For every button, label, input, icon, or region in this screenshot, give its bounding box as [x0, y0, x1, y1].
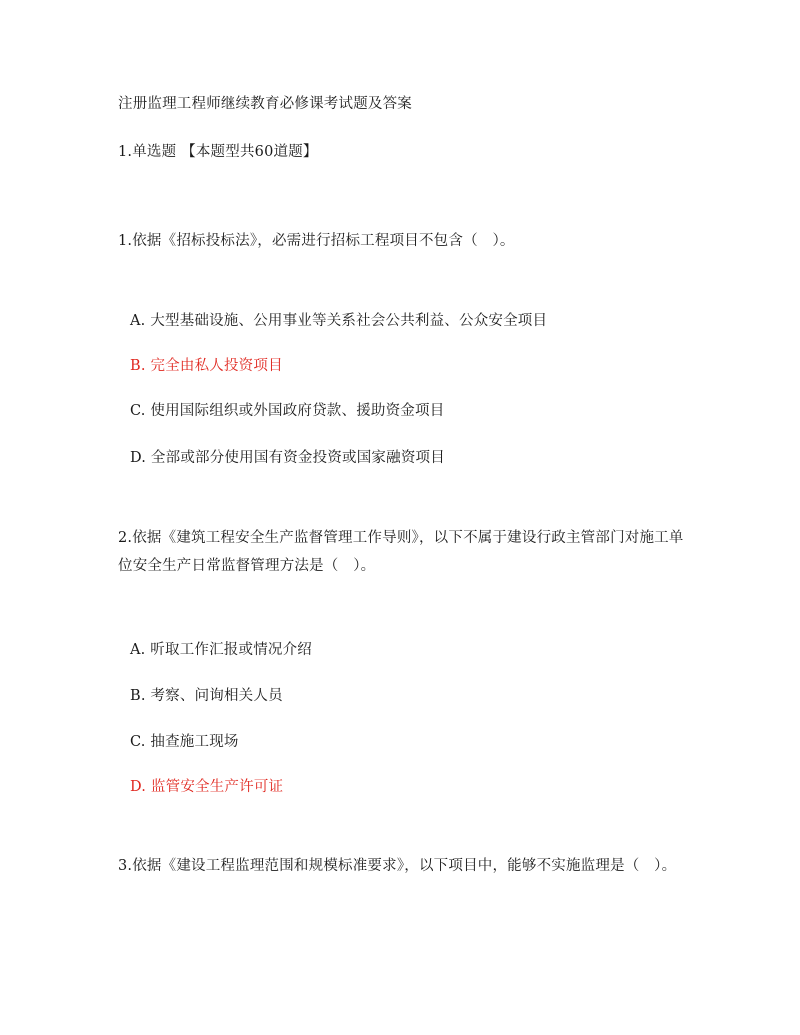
question-3-text: 3.依据《建设工程监理范围和规模标准要求》，以下项目中，能够不实施监理是（ ）。	[118, 858, 677, 874]
section-header: 1.单选题 【本题型共60道题】	[118, 144, 318, 160]
question-2-option-a: A. 听取工作汇报或情况介绍	[130, 642, 312, 658]
question-2-option-d-correct: D. 监管安全生产许可证	[130, 779, 284, 795]
question-1-option-d: D. 全部或部分使用国有资金投资或国家融资项目	[130, 450, 445, 466]
question-1-text: 1.依据《招标投标法》，必需进行招标工程项目不包含（ ）。	[118, 233, 515, 249]
document-title: 注册监理工程师继续教育必修课考试题及答案	[118, 96, 412, 112]
question-2-option-c: C. 抽查施工现场	[130, 734, 239, 750]
question-2-option-b: B. 考察、问询相关人员	[130, 688, 283, 704]
question-1-option-b-correct: B. 完全由私人投资项目	[130, 358, 283, 374]
question-2-text: 2.依据《建筑工程安全生产监督管理工作导则》，以下不属于建设行政主管部门对施工单位安全生产日常监督管理方法是（ ）。	[118, 530, 684, 574]
question-1-option-c: C. 使用国际组织或外国政府贷款、援助资金项目	[130, 403, 445, 419]
question-1-option-a: A. 大型基础设施、公用事业等关系社会公共利益、公众安全项目	[130, 313, 548, 329]
